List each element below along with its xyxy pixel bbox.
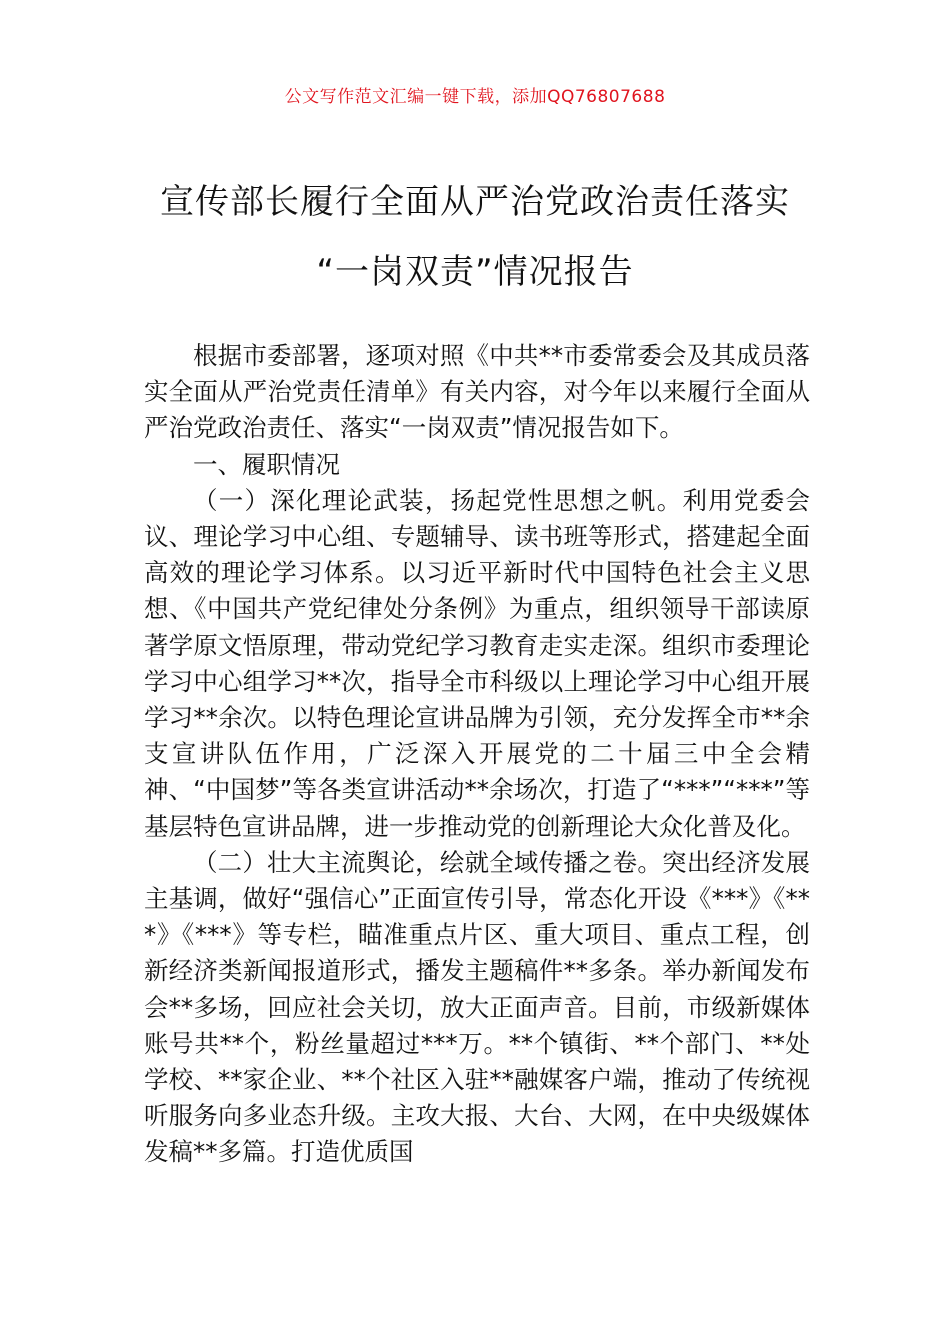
document-title-line-2: “一岗双责”情况报告 — [316, 252, 634, 292]
paragraph-item-2: （二）壮大主流舆论，绘就全域传播之卷。突出经济发展主基调，做好“强信心”正面宣传引导，常态化开设《***》《***》《***》等专栏，瞄准重点片区、重大项目、重点工程，创新经济类新闻报道形式，播发主题稿件**多条。举办新闻发布会**多场，回应社会关切，放大正面声音。目前，市级新媒体账号共**个，粉丝量超过***万。**个镇街、**个部门、**处学校、**家企业、**个社区入驻**融媒客户端，推动了传统视听服务向多业态升级。主攻大报、大台、大网，在中央级媒体发稿**多篇。打造优质国 — [144, 847, 810, 1167]
header-banner: 公文写作范文汇编一键下载，添加QQ76807688 — [284, 87, 666, 107]
paragraph-intro: 根据市委部署，逐项对照《中共**市委常委会及其成员落实全面从严治党责任清单》有关内容，对今年以来履行全面从严治党政治责任、落实“一岗双责”情况报告如下。 — [144, 341, 810, 443]
document-title-line-1: 宣传部长履行全面从严治党政治责任落实 — [160, 182, 790, 222]
document-body — [144, 338, 810, 1171]
paragraph-item-1: （一）深化理论武装，扬起党性思想之帆。利用党委会议、理论学习中心组、专题辅导、读书班等形式，搭建起全面高效的理论学习体系。以习近平新时代中国特色社会主义思想、《中国共产党纪律处分条例》为重点，组织领导干部读原著学原文悟原理，带动党纪学习教育走实走深。组织市委理论学习中心组学习**次，指导全市科级以上理论学习中心组开展学习**余次。以特色理论宣讲品牌为引领，充分发挥全市**余支宣讲队伍作用，广泛深入开展党的二十届三中全会精神、“中国梦”等各类宣讲活动**余场次，打造了“***”“***”等基层特色宣讲品牌，进一步推动党的创新理论大众化普及化。 — [144, 485, 810, 841]
section-heading-1: 一、履职情况 — [193, 449, 340, 479]
